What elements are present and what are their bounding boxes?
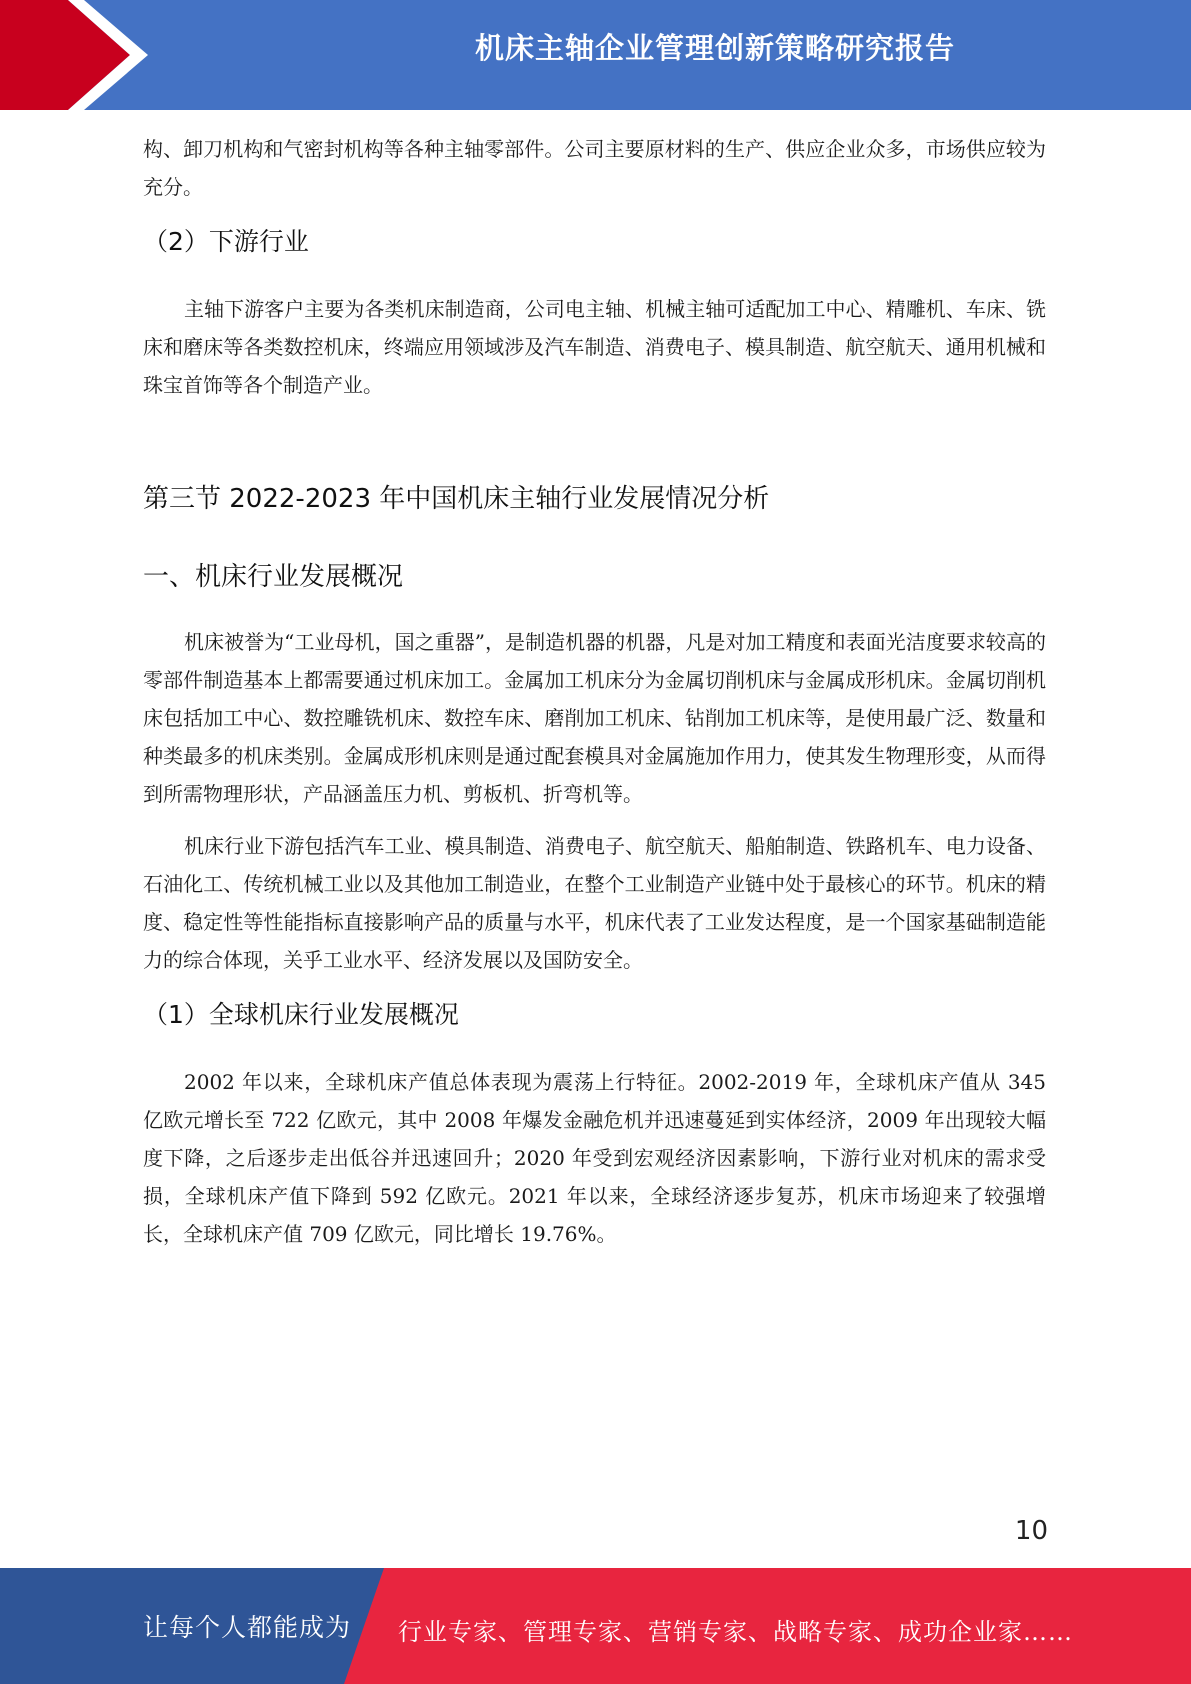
report-title: 机床主轴企业管理创新策略研究报告 xyxy=(474,31,955,65)
chevron-decoration-icon xyxy=(0,0,160,110)
subheading-downstream: （2）下游行业 xyxy=(143,227,309,256)
paragraph-overview-1: 机床被誉为“工业母机，国之重器”，是制造机器的机器，凡是对加工精度和表面光洁度要求较高的零部件制造基本上都需要通过机床加工。金属加工机床分为金属切削机床与金属成形机床。金属切削机床包括加工中心、数控雕铣机床、数控车床、磨削加工机床、钻削加工机床等，是使用最广泛、数量和种类最多的机床类别。金属成形机床则是通过配套模具对金属施加作用力，使其发生物理形变，从而得到所需物理形状，产品涵盖压力机、剪板机、折弯机等。 xyxy=(143,630,1046,806)
page-footer xyxy=(0,1568,1191,1684)
page-header xyxy=(0,0,1191,110)
page-number: 10 xyxy=(1014,1516,1048,1546)
paragraph-overview-2: 机床行业下游包括汽车工业、模具制造、消费电子、航空航天、船舶制造、铁路机车、电力设备、石油化工、传统机械工业以及其他加工制造业，在整个工业制造产业链中处于最核心的环节。机床的精度、稳定性等性能指标直接影响产品的质量与水平，机床代表了工业发达程度，是一个国家基础制造能力的综合体现，关乎工业水平、经济发展以及国防安全。 xyxy=(143,834,1046,972)
paragraph-continued: 构、卸刀机构和气密封机构等各种主轴零部件。公司主要原材料的生产、供应企业众多，市场供应较为充分。 xyxy=(143,137,1046,199)
document-body xyxy=(143,130,1046,1253)
heading-industry-overview: 一、机床行业发展概况 xyxy=(143,562,404,592)
paragraph-downstream: 主轴下游客户主要为各类机床制造商，公司电主轴、机械主轴可适配加工中心、精雕机、车床、铣床和磨床等各类数控机床，终端应用领域涉及汽车制造、消费电子、模具制造、航空航天、通用机械和珠宝首饰等各个制造产业。 xyxy=(143,297,1046,397)
subheading-global: （1）全球机床行业发展概况 xyxy=(143,1000,459,1029)
paragraph-global: 2002 年以来，全球机床产值总体表现为震荡上行特征。2002-2019 年，全球机床产值从 345 亿欧元增长至 722 亿欧元，其中 2008 年爆发金融危机并迅速蔓延到实体经济，2009 年出现较大幅度下降，之后逐步走出低谷并迅速回升；2020 年受到宏观经济因素影响，下游行业对机床的需求受损，全球机床产值下降到 592 亿欧元。2021 年以来，全球经济逐步复苏，机床市场迎来了较强增长，全球机床产值 709 亿欧元，同比增长 19.76%。 xyxy=(143,1070,1046,1246)
footer-slogan-right: 行业专家、管理专家、营销专家、战略专家、成功企业家…… xyxy=(398,1618,1073,1646)
section-title: 第三节 2022-2023 年中国机床主轴行业发展情况分析 xyxy=(143,484,770,514)
footer-slogan-left: 让每个人都能成为 xyxy=(143,1613,352,1642)
